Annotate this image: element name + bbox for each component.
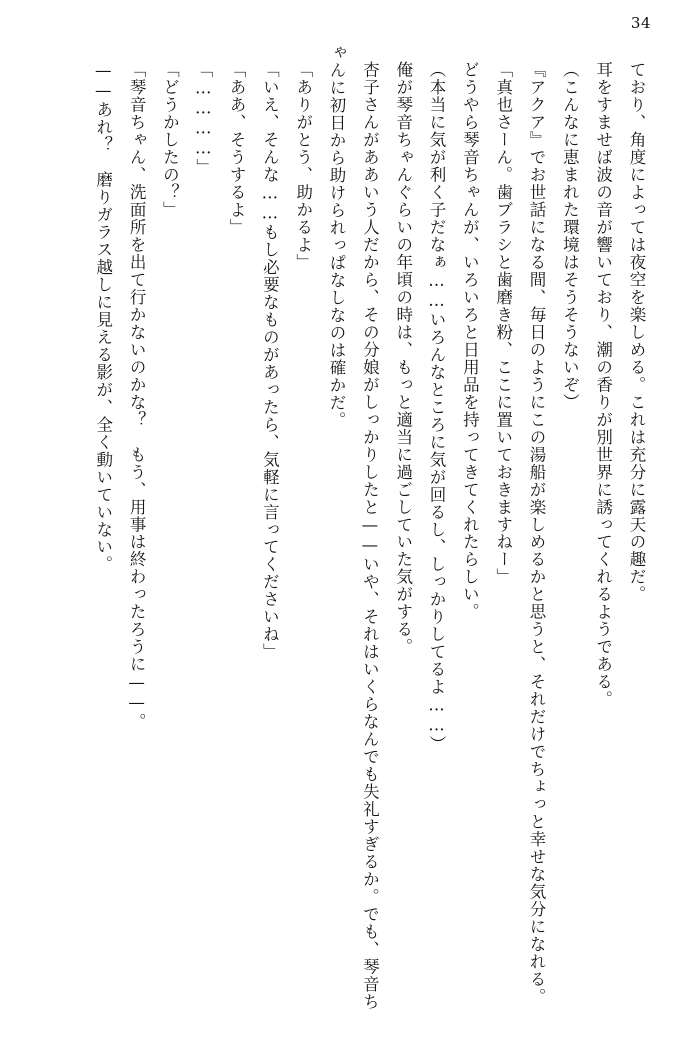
paragraph: ——あれ？ 磨りガラス越しに見える影が、全く動いていない。 xyxy=(93,60,113,573)
paragraph: （本当に気が利く子だなぁ……いろんなところに気が回るし、しっかりしてるよ……） xyxy=(427,60,447,753)
paragraph: 俺が琴音ちゃんぐらいの年頃の時は、もっと適当に過ごしていた気がする。 xyxy=(393,60,413,656)
paragraph: どうやら琴音ちゃんが、いろいろと日用品を持ってきてくれたらしい。 xyxy=(460,60,480,621)
paragraph: 「琴音ちゃん、洗面所を出て行かないのかな？ もう、用事は終わったろうに——。 xyxy=(127,60,147,731)
paragraph: 「ありがとう、助かるよ」 xyxy=(293,60,313,271)
vertical-text-body xyxy=(26,44,653,1022)
paragraph: 「いえ、そんな……もし必要なものがあったら、気軽に言ってくださいね」 xyxy=(260,60,280,661)
paragraph: ており、角度によっては夜空を楽しめる。これは充分に露天の趣だ。 xyxy=(627,60,646,603)
paragraph: （こんなに恵まれた環境はそうそうないぞ） xyxy=(560,60,580,411)
page-number: 34 xyxy=(630,14,651,32)
paragraph: 杏子さんがああいう人だから、その分娘がしっかりしたと——いや、それはいくらなんでも失礼すぎるか。でも、琴音ちゃんに初日から助けられっぱなしなのは確かだ。 xyxy=(327,44,380,1010)
paragraph: 耳をすませば波の音が響いており、潮の香りが別世界に誘ってくれるようである。 xyxy=(593,60,613,708)
paragraph: 『アクア』でお世話になる間、毎日のようにこの湯船が楽しめるかと思うと、それだけでちょっと幸せな気分になれる。 xyxy=(527,60,547,1005)
paragraph: 「…………」 xyxy=(193,60,213,176)
paragraph: 「真也さーん。歯ブラシと歯磨き粉、ここに置いておきますねー」 xyxy=(493,60,513,586)
paragraph: 「ああ、そうするよ」 xyxy=(227,60,247,236)
paragraph: 「どうかしたの？」 xyxy=(160,60,180,218)
